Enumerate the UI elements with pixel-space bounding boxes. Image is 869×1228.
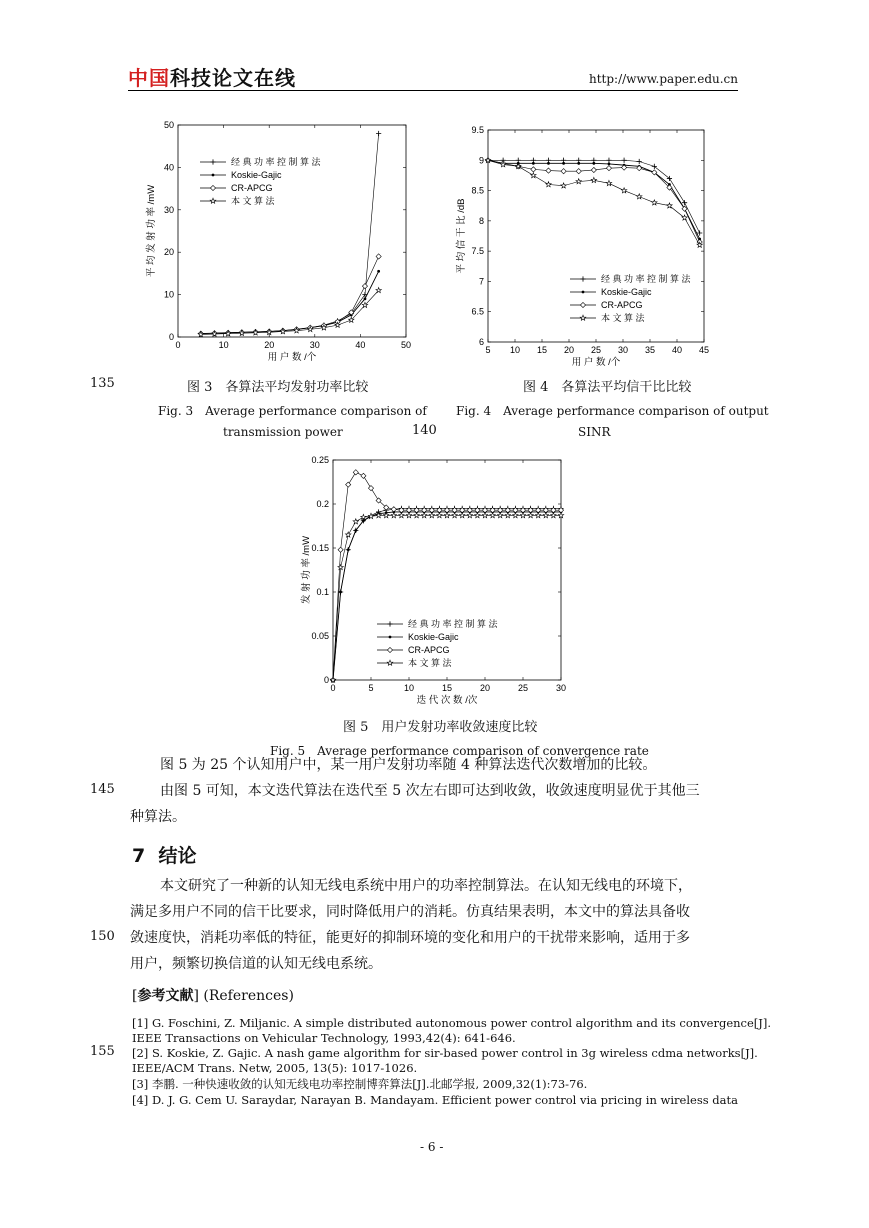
- data-point: [591, 167, 596, 172]
- data-point: [376, 254, 381, 259]
- references-heading: [参考文献] (References): [132, 988, 294, 1004]
- y-tick-label: 8: [478, 215, 484, 226]
- reference-4: [4] D. J. G. Cem U. Saraydar, Narayan B. Mandayam. Efficient power control via pricing in wireless data: [132, 1093, 738, 1107]
- x-tick-label: 5: [368, 683, 374, 693]
- data-point: [346, 482, 351, 487]
- series-2: [332, 511, 563, 682]
- data-point: [391, 507, 396, 512]
- series-4: [330, 513, 563, 683]
- data-point: [608, 163, 611, 166]
- x-axis-label: 用 户 数 /个: [571, 357, 621, 368]
- references-heading-cn: 参考文献: [137, 988, 194, 1004]
- data-point: [399, 513, 404, 518]
- fig4-caption-cn: 图 4 各算法平均信干比比较: [523, 380, 692, 395]
- data-point: [497, 513, 502, 518]
- x-tick-label: 40: [671, 345, 683, 355]
- legend-marker: [210, 198, 215, 203]
- fig3-caption-en-2: transmission power: [223, 425, 343, 439]
- legend-marker: [580, 276, 585, 281]
- x-tick-label: 10: [218, 340, 229, 350]
- legend: [200, 156, 322, 206]
- x-tick-label: 30: [555, 683, 567, 693]
- paragraph-convergence-line2: 种算法。: [130, 809, 186, 825]
- data-point: [368, 486, 373, 491]
- data-point: [682, 200, 687, 205]
- data-point: [532, 162, 535, 165]
- legend-label: Koskie-Gajic: [408, 632, 459, 642]
- header-rule: [128, 90, 738, 91]
- series-2: [199, 270, 380, 335]
- fig5-caption-en: Fig. 5 Average performance comparison of convergence rate: [270, 744, 649, 758]
- data-point: [561, 183, 566, 188]
- y-tick-label: 7: [478, 276, 484, 287]
- x-tick-label: 20: [479, 683, 491, 693]
- y-tick-label: 0: [168, 332, 174, 342]
- data-point: [353, 470, 358, 475]
- data-point: [637, 159, 642, 164]
- x-axis-label: 迭 代 次 数 /次: [416, 695, 478, 706]
- y-tick-label: 0.15: [311, 543, 329, 553]
- y-tick-label: 9: [478, 155, 484, 166]
- data-point: [349, 310, 354, 315]
- y-tick-label: 40: [163, 162, 174, 173]
- x-tick-label: 45: [698, 345, 710, 355]
- legend-label: Koskie-Gajic: [601, 287, 652, 297]
- data-point: [546, 168, 551, 173]
- data-point: [531, 173, 536, 178]
- reference-1-line1: [1] G. Foschini, Z. Miljanic. A simple distributed autonomous power control algorithm and its convergence[J].: [132, 1016, 772, 1030]
- line-number-150: 150: [90, 929, 115, 944]
- data-point: [546, 182, 551, 187]
- legend-label: 经 典 功 率 控 制 算 法: [408, 619, 498, 629]
- data-point: [591, 177, 596, 182]
- legend: [377, 618, 499, 668]
- legend-marker: [389, 636, 392, 639]
- data-point: [414, 513, 419, 518]
- section-title: 结论: [158, 845, 197, 867]
- y-tick-label: 10: [163, 289, 174, 300]
- legend-label: 本 文 算 法: [601, 313, 645, 323]
- data-point: [621, 165, 626, 170]
- site-logo: [128, 62, 296, 91]
- legend-marker: [212, 174, 215, 177]
- y-axis-label: 发 射 功 率 /mW: [301, 535, 312, 605]
- x-tick-label: 40: [355, 340, 366, 350]
- data-point: [345, 532, 350, 537]
- data-point: [636, 194, 641, 199]
- data-point: [520, 513, 525, 518]
- line-number-155: 155: [90, 1044, 115, 1059]
- x-tick-label: 0: [175, 340, 181, 350]
- plot-frame: [488, 130, 704, 342]
- reference-1-line2: IEEE Transactions on Vehicular Technology, 1993,42(4): 641-646.: [132, 1031, 516, 1045]
- y-tick-label: 9.5: [471, 125, 484, 135]
- data-point: [490, 513, 495, 518]
- legend-label: 本 文 算 法: [408, 658, 452, 668]
- data-point: [561, 169, 566, 174]
- x-tick-label: 5: [485, 345, 491, 355]
- data-point: [482, 513, 487, 518]
- data-point: [528, 513, 533, 518]
- legend-label: CR-APCG: [601, 300, 643, 310]
- data-point: [513, 513, 518, 518]
- x-tick-label: 30: [617, 345, 629, 355]
- x-tick-label: 35: [644, 345, 656, 355]
- y-axis-label: 平 均 发 射 功 率 /mW: [146, 184, 157, 278]
- line-number-135: 135: [90, 376, 115, 391]
- data-point: [391, 513, 396, 518]
- conclusion-line2: 满足多用户不同的信干比要求，同时降低用户的消耗。仿真结果表明，本文中的算法具备收: [130, 904, 690, 920]
- legend-marker: [582, 291, 585, 294]
- conclusion-line3: 敛速度快，消耗功率低的特征，能更好的抑制环境的变化和用户的干扰带来影响，适用于多: [130, 930, 690, 946]
- legend-marker: [580, 302, 585, 307]
- data-point: [621, 188, 626, 193]
- line-number-140: 140: [412, 423, 437, 438]
- fig5-caption-cn: 图 5 用户发射功率收敛速度比较: [343, 720, 538, 735]
- section-heading-conclusion: [132, 841, 196, 868]
- fig5-chart: [285, 450, 585, 710]
- series-3: [485, 158, 702, 245]
- x-tick-label: 30: [309, 340, 320, 350]
- x-tick-label: 20: [264, 340, 275, 350]
- legend-label: CR-APCG: [231, 183, 273, 193]
- data-point: [606, 158, 611, 163]
- data-point: [376, 288, 381, 293]
- y-axis-label: 平 均 信 干 比 /dB: [456, 198, 467, 274]
- data-point: [354, 529, 357, 532]
- data-point: [475, 513, 480, 518]
- series-line: [201, 271, 379, 333]
- data-point: [421, 513, 426, 518]
- page-number: - 6 -: [420, 1140, 444, 1154]
- fig4-caption-en-2: SINR: [578, 425, 611, 439]
- fig3-caption-cn: 图 3 各算法平均发射功率比较: [187, 380, 369, 395]
- line-number-145: 145: [90, 782, 115, 797]
- data-point: [543, 513, 548, 518]
- data-point: [362, 519, 365, 522]
- x-tick-label: 10: [403, 683, 415, 693]
- data-point: [562, 162, 565, 165]
- series-1: [330, 506, 563, 683]
- data-point: [353, 519, 358, 524]
- reference-2-line2: IEEE/ACM Trans. Netw, 2005, 13(5): 1017-1026.: [132, 1061, 418, 1075]
- y-tick-label: 0.1: [316, 587, 329, 597]
- legend-label: 本 文 算 法: [231, 196, 275, 206]
- legend-label: CR-APCG: [408, 645, 450, 655]
- reference-2-line1: [2] S. Koskie, Z. Gajic. A nash game algorithm for sir-based power control in 3g wireless cdma networks[J].: [132, 1046, 758, 1060]
- data-point: [531, 167, 536, 172]
- data-point: [592, 162, 595, 165]
- x-tick-label: 15: [441, 683, 453, 693]
- x-tick-label: 10: [509, 345, 521, 355]
- logo-black-part: 科技论文在线: [170, 66, 296, 90]
- data-point: [606, 180, 611, 185]
- x-tick-label: 25: [590, 345, 602, 355]
- series-line: [333, 515, 561, 680]
- series-line: [488, 160, 700, 245]
- x-tick-label: 50: [400, 340, 412, 350]
- x-axis-label: 用 户 数 /个: [267, 352, 317, 363]
- data-point: [377, 270, 380, 273]
- y-tick-label: 0: [323, 675, 329, 685]
- data-point: [576, 169, 581, 174]
- data-point: [338, 547, 343, 552]
- x-tick-label: 20: [563, 345, 575, 355]
- legend-label: 经 典 功 率 控 制 算 法: [231, 157, 321, 167]
- data-point: [535, 513, 540, 518]
- data-point: [682, 215, 687, 220]
- y-tick-label: 20: [163, 247, 174, 258]
- data-point: [606, 166, 611, 171]
- legend-label: Koskie-Gajic: [231, 170, 282, 180]
- y-tick-label: 8.5: [471, 185, 484, 196]
- data-point: [376, 131, 381, 136]
- y-tick-label: 0.05: [311, 631, 329, 641]
- fig4-caption-en-1: Fig. 4 Average performance comparison of output: [456, 404, 769, 418]
- data-point: [364, 297, 367, 300]
- x-tick-label: 25: [517, 683, 529, 693]
- reference-3: [3] 李鹏. 一种快速收敛的认知无线电功率控制博弈算法[J].北邮学报, 2009,32(1):73-76.: [132, 1077, 588, 1091]
- legend-label: 经 典 功 率 控 制 算 法: [601, 274, 691, 284]
- data-point: [339, 591, 342, 594]
- data-point: [621, 158, 626, 163]
- y-tick-label: 7.5: [471, 246, 484, 257]
- data-point: [437, 513, 442, 518]
- logo-red-part: 中国: [128, 66, 170, 90]
- data-point: [429, 513, 434, 518]
- y-tick-label: 0.25: [311, 455, 329, 465]
- section-number: 7: [132, 845, 146, 867]
- data-point: [505, 513, 510, 518]
- data-point: [459, 513, 464, 518]
- data-point: [547, 162, 550, 165]
- legend: [570, 273, 692, 323]
- data-point: [406, 513, 411, 518]
- data-point: [652, 200, 657, 205]
- conclusion-line1: 本文研究了一种新的认知无线电系统中用户的功率控制算法。在认知无线电的环境下，: [160, 878, 692, 894]
- y-tick-label: 30: [163, 204, 174, 215]
- paragraph-fig5-description: 图 5 为 25 个认知用户中，某一用户发射功率随 4 种算法迭代次数增加的比较。: [160, 757, 657, 773]
- data-point: [362, 284, 367, 289]
- fig3-caption-en-1: Fig. 3 Average performance comparison of: [158, 404, 427, 418]
- y-tick-label: 6: [478, 337, 484, 347]
- legend-marker: [387, 660, 392, 665]
- legend-marker: [387, 647, 392, 652]
- x-tick-label: 0: [330, 683, 336, 693]
- data-point: [577, 162, 580, 165]
- legend-marker: [210, 159, 215, 164]
- fig3-chart: [130, 115, 430, 370]
- y-tick-label: 6.5: [471, 306, 484, 317]
- header-url[interactable]: http://www.paper.edu.cn: [588, 72, 738, 86]
- paragraph-convergence-line1: 由图 5 可知，本文迭代算法在迭代至 5 次左右即可达到收敛，收敛速度明显优于其他三: [160, 783, 700, 799]
- data-point: [452, 513, 457, 518]
- fig4-chart: [450, 118, 720, 370]
- legend-marker: [580, 315, 585, 320]
- data-point: [361, 473, 366, 478]
- legend-marker: [387, 621, 392, 626]
- conclusion-line4: 用户，频繁切换信道的认知无线电系统。: [130, 956, 382, 972]
- y-tick-label: 50: [163, 120, 174, 130]
- y-tick-label: 0.2: [316, 499, 329, 509]
- data-point: [467, 513, 472, 518]
- data-point: [551, 513, 556, 518]
- x-tick-label: 15: [536, 345, 548, 355]
- data-point: [576, 179, 581, 184]
- data-point: [444, 513, 449, 518]
- legend-marker: [210, 185, 215, 190]
- data-point: [347, 548, 350, 551]
- series-3: [198, 254, 381, 336]
- references-heading-en: (References): [203, 988, 294, 1004]
